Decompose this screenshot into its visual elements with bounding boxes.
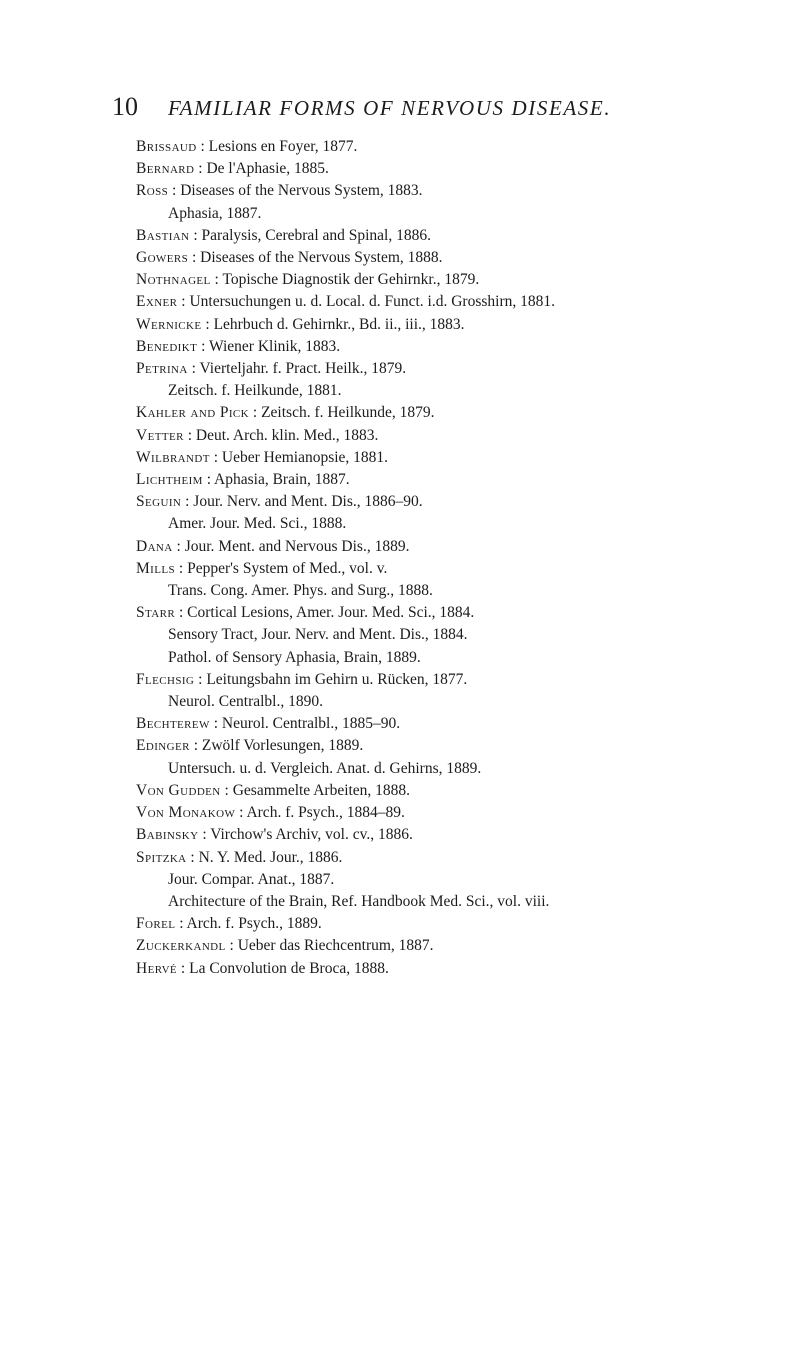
author-separator: : (189, 226, 202, 244)
reference-work: La Convolution de Broca, 1888. (189, 959, 389, 977)
reference-entry (136, 802, 776, 824)
reference-author: Dana (136, 537, 173, 555)
reference-work: Arch. f. Psych., 1884–89. (246, 804, 405, 822)
author-separator: : (225, 937, 238, 955)
author-separator: : (177, 293, 190, 311)
reference-author: Benedikt (136, 337, 198, 355)
reference-entry (136, 669, 776, 691)
reference-work: Jour. Nerv. and Ment. Dis., 1886–90. (193, 493, 423, 511)
reference-entry (136, 314, 776, 336)
reference-work: Diseases of the Nervous System, 1888. (200, 249, 443, 267)
reference-entry (136, 935, 776, 957)
author-separator: : (202, 471, 215, 489)
reference-author: Zuckerkandl (136, 937, 226, 955)
reference-entry (136, 225, 776, 247)
author-separator: : (181, 493, 194, 511)
reference-entry (136, 291, 776, 313)
reference-work-continued: Aphasia, 1887. (168, 204, 262, 222)
reference-work: Ueber das Riechcentrum, 1887. (237, 937, 434, 955)
author-separator: : (210, 271, 223, 289)
reference-work: Aphasia, Brain, 1887. (214, 471, 350, 489)
reference-work-continued: Architecture of the Brain, Ref. Handbook Med. Sci., vol. viii. (168, 892, 550, 910)
reference-entry (136, 336, 776, 358)
reference-entry (136, 402, 776, 424)
author-separator: : (175, 559, 188, 577)
reference-author: Petrina (136, 360, 188, 378)
reference-entry (136, 735, 776, 757)
author-separator: : (183, 426, 196, 444)
reference-work-continued: Neurol. Centralbl., 1890. (168, 693, 323, 711)
bibliography-list (136, 136, 776, 980)
author-separator: : (188, 249, 201, 267)
reference-author: Exner (136, 293, 178, 311)
reference-author: Vetter (136, 426, 184, 444)
reference-author: Mills (136, 559, 176, 577)
reference-author: Flechsig (136, 670, 195, 688)
author-separator: : (177, 959, 190, 977)
reference-entry (136, 824, 776, 846)
reference-work-continued: Pathol. of Sensory Aphasia, Brain, 1889. (168, 648, 421, 666)
author-separator: : (189, 737, 202, 755)
reference-entry (136, 713, 776, 735)
reference-entry (136, 536, 776, 558)
reference-author: Gowers (136, 249, 189, 267)
reference-author: Bernard (136, 160, 195, 178)
reference-entry (136, 247, 776, 269)
author-separator: : (194, 670, 207, 688)
reference-author: Kahler and Pick (136, 404, 250, 422)
author-separator: : (209, 448, 222, 466)
author-separator: : (175, 604, 188, 622)
reference-entry (136, 358, 776, 380)
reference-author: Bastian (136, 226, 190, 244)
reference-entry (136, 558, 776, 580)
reference-author: Starr (136, 604, 176, 622)
reference-work: Virchow's Archiv, vol. cv., 1886. (210, 826, 413, 844)
author-separator: : (187, 360, 200, 378)
author-separator: : (201, 315, 214, 333)
reference-work: Deut. Arch. klin. Med., 1883. (195, 426, 379, 444)
reference-author: Babinsky (136, 826, 199, 844)
reference-author: Von Monakow (136, 804, 236, 822)
reference-entry (136, 958, 776, 980)
reference-entry (136, 913, 776, 935)
reference-author: Spitzka (136, 848, 187, 866)
reference-author: Forel (136, 915, 176, 933)
reference-work-continued: Untersuch. u. d. Vergleich. Anat. d. Gehirns, 1889. (168, 759, 482, 777)
reference-work: Lesions en Foyer, 1877. (208, 138, 358, 155)
reference-entry (136, 491, 776, 513)
author-separator: : (194, 160, 207, 178)
author-separator: : (186, 848, 199, 866)
reference-entry (136, 180, 776, 202)
reference-author: Seguin (136, 493, 182, 511)
reference-work-continued: Sensory Tract, Jour. Nerv. and Ment. Dis., 1884. (168, 626, 468, 644)
reference-author: Ross (136, 182, 169, 200)
reference-work: Topische Diagnostik der Gehirnkr., 1879. (222, 271, 480, 289)
reference-entry (136, 136, 776, 158)
reference-work: Untersuchungen u. d. Local. d. Funct. i.d. Grosshirn, 1881. (189, 293, 555, 311)
reference-author: Wernicke (136, 315, 202, 333)
reference-work-continued: Amer. Jour. Med. Sci., 1888. (168, 515, 347, 533)
running-head: FAMILIAR FORMS OF NERVOUS DISEASE. (168, 96, 612, 120)
reference-work: Lehrbuch d. Gehirnkr., Bd. ii., iii., 1883. (213, 315, 465, 333)
author-separator: : (175, 915, 187, 933)
reference-work: Diseases of the Nervous System, 1883. (180, 182, 423, 200)
reference-entry (136, 425, 776, 447)
reference-work: Vierteljahr. f. Pract. Heilk., 1879. (199, 360, 407, 378)
reference-work: Ueber Hemianopsie, 1881. (221, 448, 389, 466)
reference-work: Cortical Lesions, Amer. Jour. Med. Sci., 1884. (187, 604, 475, 622)
reference-work: Zwölf Vorlesungen, 1889. (201, 737, 364, 755)
author-separator: : (235, 804, 247, 822)
reference-work: N. Y. Med. Jour., 1886. (198, 848, 343, 866)
author-separator: : (172, 537, 185, 555)
reference-work: Arch. f. Psych., 1889. (186, 915, 322, 933)
reference-author: Nothnagel (136, 271, 211, 289)
reference-work: Neurol. Centralbl., 1885–90. (221, 715, 401, 733)
page-number: 10 (112, 92, 138, 121)
reference-author: Brissaud (136, 138, 197, 155)
author-separator: : (198, 826, 211, 844)
author-separator: : (196, 138, 209, 155)
reference-work: Leitungsbahn im Gehirn u. Rücken, 1877. (206, 670, 468, 688)
reference-work: Gesammelte Arbeiten, 1888. (232, 781, 411, 799)
reference-work: Pepper's System of Med., vol. v. (187, 559, 388, 577)
reference-work-continued: Trans. Cong. Amer. Phys. and Surg., 1888. (168, 582, 433, 600)
reference-entry (136, 602, 776, 624)
reference-entry (136, 447, 776, 469)
author-separator: : (168, 182, 181, 200)
reference-work: De l'Aphasie, 1885. (206, 160, 329, 178)
page-header (112, 92, 692, 122)
author-separator: : (220, 781, 233, 799)
reference-work: Zeitsch. f. Heilkunde, 1879. (261, 404, 435, 422)
reference-entry (136, 780, 776, 802)
reference-author: Wilbrandt (136, 448, 210, 466)
reference-work: Jour. Ment. and Nervous Dis., 1889. (184, 537, 410, 555)
reference-author: Bechterew (136, 715, 210, 733)
author-separator: : (209, 715, 222, 733)
reference-author: Lichtheim (136, 471, 203, 489)
reference-author: Hervé (136, 959, 178, 977)
reference-author: Von Gudden (136, 781, 221, 799)
reference-entry (136, 269, 776, 291)
reference-entry (136, 158, 776, 180)
author-separator: : (197, 337, 209, 355)
reference-entry (136, 469, 776, 491)
reference-entry (136, 847, 776, 869)
reference-work: Paralysis, Cerebral and Spinal, 1886. (201, 226, 431, 244)
reference-work-continued: Jour. Compar. Anat., 1887. (168, 870, 335, 888)
reference-work-continued: Zeitsch. f. Heilkunde, 1881. (168, 382, 342, 400)
reference-work: Wiener Klinik, 1883. (208, 337, 341, 355)
reference-author: Edinger (136, 737, 190, 755)
author-separator: : (249, 404, 262, 422)
